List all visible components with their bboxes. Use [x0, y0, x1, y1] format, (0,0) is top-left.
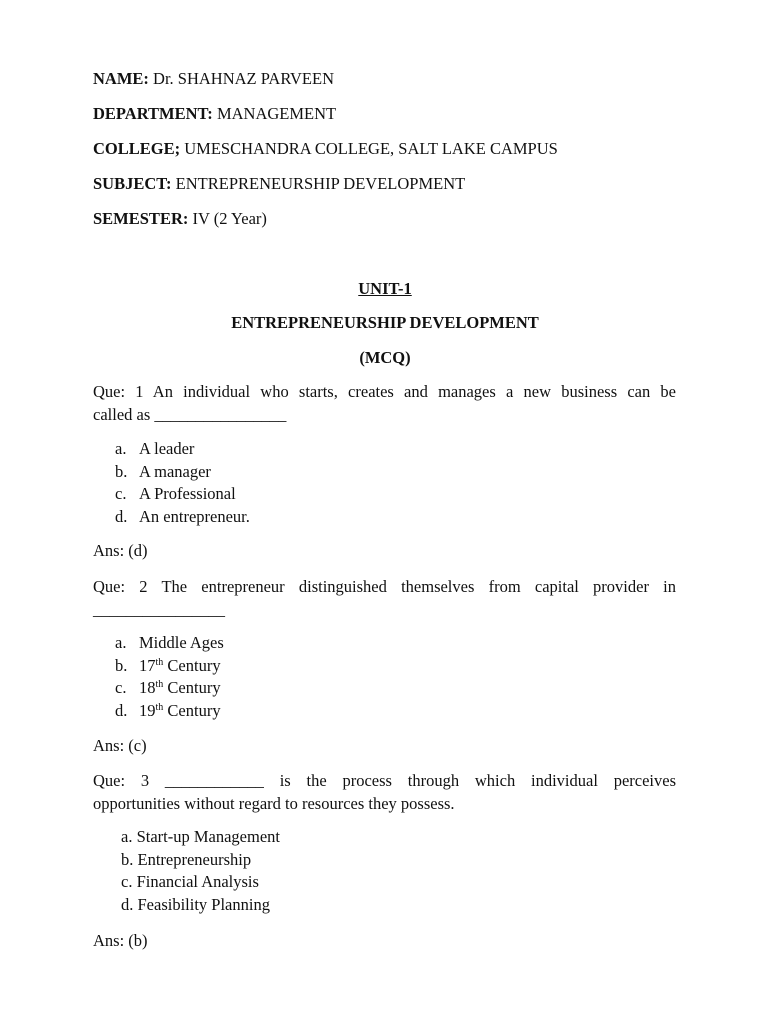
- answer-1: Ans: (d): [93, 541, 148, 560]
- question-1-line-1: Que: 1 An individual who starts, creates and manages a new business can be: [93, 382, 676, 401]
- subject-label: SUBJECT:: [93, 174, 172, 193]
- name-value: Dr. SHAHNAZ PARVEEN: [153, 69, 334, 88]
- question-2: [93, 575, 676, 621]
- college-value: UMESCHANDRA COLLEGE, SALT LAKE CAMPUS: [184, 139, 558, 158]
- option-item: c. 18th Century: [115, 678, 221, 697]
- department-value: MANAGEMENT: [216, 104, 337, 123]
- unit-title: [0, 279, 770, 299]
- name-line: [93, 69, 334, 89]
- subject-title: ENTREPRENEURSHIP DEVELOPMENT: [231, 313, 539, 332]
- semester-label: SEMESTER:: [93, 209, 189, 228]
- semester-line: [93, 209, 267, 229]
- option-item: b. A manager: [115, 461, 211, 481]
- subject-value: ENTREPRENEURSHIP DEVELOPMENT: [175, 174, 466, 193]
- question-3-options: [121, 826, 280, 916]
- question-1: [93, 380, 676, 426]
- question-1-options: [115, 438, 250, 528]
- option-item: c. Financial Analysis: [121, 872, 259, 891]
- name-label: NAME:: [93, 69, 149, 88]
- college-label: COLLEGE;: [93, 139, 181, 158]
- question-2-line-1: Que: 2 The entrepreneur distinguished themselves from capital provider in: [93, 577, 676, 596]
- option-item: b. 17th Century: [115, 655, 221, 675]
- question-1-line-2: called as ________________: [93, 405, 287, 424]
- college-line: [93, 139, 558, 159]
- option-item: a. Middle Ages: [115, 633, 224, 652]
- question-3: [93, 769, 676, 815]
- question-3-line-2: opportunities without regard to resources they possess.: [93, 794, 455, 813]
- answer-3: Ans: (b): [93, 931, 148, 950]
- option-item: c. A Professional: [115, 484, 236, 503]
- question-3-line-1: Que: 3 ____________ is the process through which individual perceives: [93, 771, 676, 790]
- option-item: b. Entrepreneurship: [121, 849, 252, 869]
- question-2-options: [115, 632, 224, 722]
- answer-2: Ans: (c): [93, 736, 147, 755]
- option-item: a. Start-up Management: [121, 827, 280, 846]
- department-label: DEPARTMENT:: [93, 104, 213, 123]
- option-item: d. 19th Century: [115, 700, 221, 720]
- question-2-line-2: ________________: [93, 600, 225, 619]
- option-item: d. An entrepreneur.: [115, 506, 250, 526]
- department-line: [93, 104, 336, 124]
- option-item: a. A leader: [115, 439, 195, 458]
- unit-title-text: UNIT-1: [358, 279, 412, 298]
- subject-line: [93, 174, 465, 194]
- mcq-title: (MCQ): [359, 348, 411, 367]
- semester-value: IV (2 Year): [192, 209, 267, 228]
- option-item: d. Feasibility Planning: [121, 894, 270, 914]
